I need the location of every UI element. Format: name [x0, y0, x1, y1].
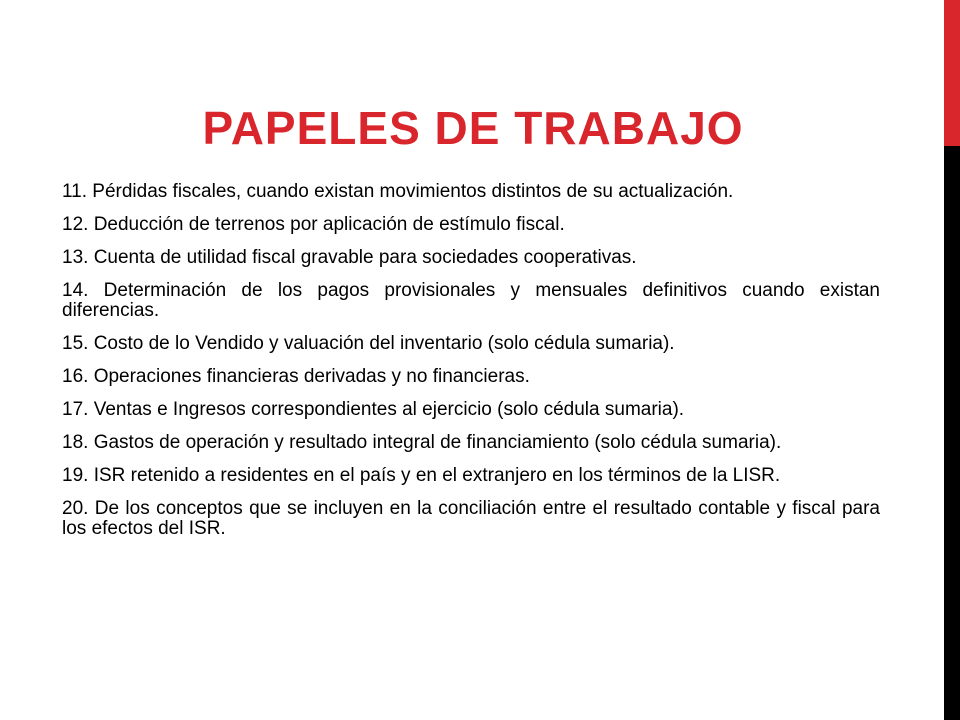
side-accent-bar — [944, 0, 960, 720]
list-item: 15. Costo de lo Vendido y valuación del inventario (solo cédula sumaria). — [62, 333, 675, 354]
list-item: 16. Operaciones financieras derivadas y no financieras. — [62, 366, 530, 387]
list-item: 18. Gastos de operación y resultado integral de financiamiento (solo cédula sumaria). — [62, 432, 782, 453]
list-item: 11. Pérdidas fiscales, cuando existan movimientos distintos de su actualización. — [62, 181, 734, 202]
list-item: 12. Deducción de terrenos por aplicación de estímulo fiscal. — [62, 214, 565, 235]
list-item: 14. Determinación de los pagos provisionales y mensuales definitivos cuando existan diferencias. — [62, 280, 880, 321]
side-accent-bar-black — [944, 146, 960, 720]
list-item: 17. Ventas e Ingresos correspondientes al ejercicio (solo cédula sumaria). — [62, 399, 685, 420]
slide-title: PAPELES DE TRABAJO — [202, 102, 744, 154]
side-accent-bar-red — [944, 0, 960, 146]
list-item: 13. Cuenta de utilidad fiscal gravable para sociedades cooperativas. — [62, 247, 637, 268]
list-item: 19. ISR retenido a residentes en el país y en el extranjero en los términos de la LISR. — [62, 465, 781, 486]
list-item: 20. De los conceptos que se incluyen en la conciliación entre el resultado contable y fiscal para los efectos del ISR. — [62, 498, 880, 539]
item-list — [62, 182, 880, 552]
